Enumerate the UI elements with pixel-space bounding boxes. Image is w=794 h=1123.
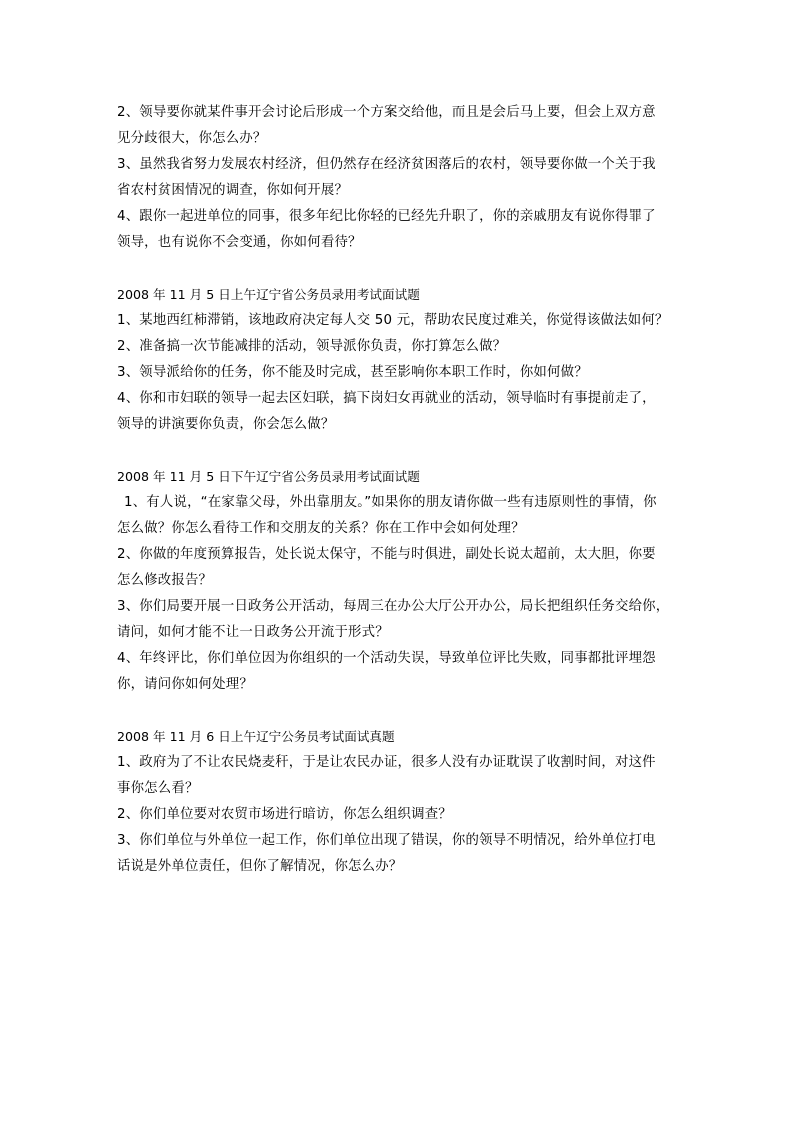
- blank-line: [117, 256, 687, 282]
- question-line: 4、你和市妇联的领导一起去区妇联，搞下岗妇女再就业的活动，领导临时有事提前走了，: [117, 391, 656, 406]
- question-group-2: [117, 282, 687, 438]
- question-line: 2、准备搞一次节能减排的活动，领导派你负责，你打算怎么做？: [117, 339, 507, 354]
- blank-line: [117, 438, 687, 464]
- question-line: 领导，也有说你不会变通，你如何看待？: [117, 235, 362, 250]
- question-line: 2、领导要你就某件事开会讨论后形成一个方案交给他，而且是会后马上要，但会上双方意: [117, 105, 656, 120]
- document-body: [117, 100, 687, 880]
- question-line: 2、你们单位要对农贸市场进行暗访，你怎么组织调查？: [117, 807, 452, 822]
- question-line: 省农村贫困情况的调查，你如何开展？: [117, 183, 349, 198]
- question-line: 请问，如何才能不让一日政务公开流于形式？: [117, 625, 389, 640]
- question-line: 领导的讲演要你负责，你会怎么做？: [117, 417, 335, 432]
- question-line: 4、跟你一起进单位的同事，很多年纪比你轻的已经先升职了，你的亲戚朋友有说你得罪了: [117, 209, 656, 224]
- blank-line: [117, 698, 687, 724]
- question-line: 见分歧很大，你怎么办？: [117, 131, 267, 146]
- question-line: 1、有人说，“在家靠父母，外出靠朋友。”如果你的朋友请你做一些有违原则性的事情，你: [124, 495, 657, 510]
- section-heading: 2008 年 11 月 6 日上午辽宁公务员考试面试真题: [117, 729, 395, 744]
- question-line: 2、你做的年度预算报告，处长说太保守，不能与时俱进，副处长说太超前，太大胆，你要: [117, 547, 656, 562]
- question-line: 3、你们局要开展一日政务公开活动，每周三在办公大厅公开办公，局长把组织任务交给你，: [117, 599, 670, 614]
- question-line: 话说是外单位责任，但你了解情况，你怎么办？: [117, 859, 403, 874]
- question-line: 1、某地西红柿滞销，该地政府决定每人交 50 元，帮助农民度过难关，你觉得该做法如何？: [117, 313, 669, 328]
- question-line: 怎么修改报告？: [117, 573, 213, 588]
- question-line: 事你怎么看？: [117, 781, 199, 796]
- question-group-4: [117, 724, 687, 880]
- question-line: 4、年终评比，你们单位因为你组织的一个活动失误，导致单位评比失败，同事都批评埋怨: [117, 651, 656, 666]
- section-heading: 2008 年 11 月 5 日上午辽宁省公务员录用考试面试题: [117, 287, 420, 302]
- section-heading: 2008 年 11 月 5 日下午辽宁省公务员录用考试面试题: [117, 469, 420, 484]
- question-group-1: [117, 100, 687, 256]
- question-line: 3、虽然我省努力发展农村经济，但仍然存在经济贫困落后的农村，领导要你做一个关于我: [117, 157, 656, 172]
- question-group-3: [117, 464, 687, 698]
- question-line: 你，请问你如何处理？: [117, 677, 253, 692]
- question-line: 3、领导派给你的任务，你不能及时完成，甚至影响你本职工作时，你如何做？: [117, 365, 588, 380]
- question-line: 3、你们单位与外单位一起工作，你们单位出现了错误，你的领导不明情况，给外单位打电: [117, 833, 656, 848]
- question-line: 1、政府为了不让农民烧麦秆，于是让农民办证，很多人没有办证耽误了收割时间，对这件: [117, 755, 656, 770]
- question-line: 怎么做？你怎么看待工作和交朋友的关系？你在工作中会如何处理？: [117, 521, 525, 536]
